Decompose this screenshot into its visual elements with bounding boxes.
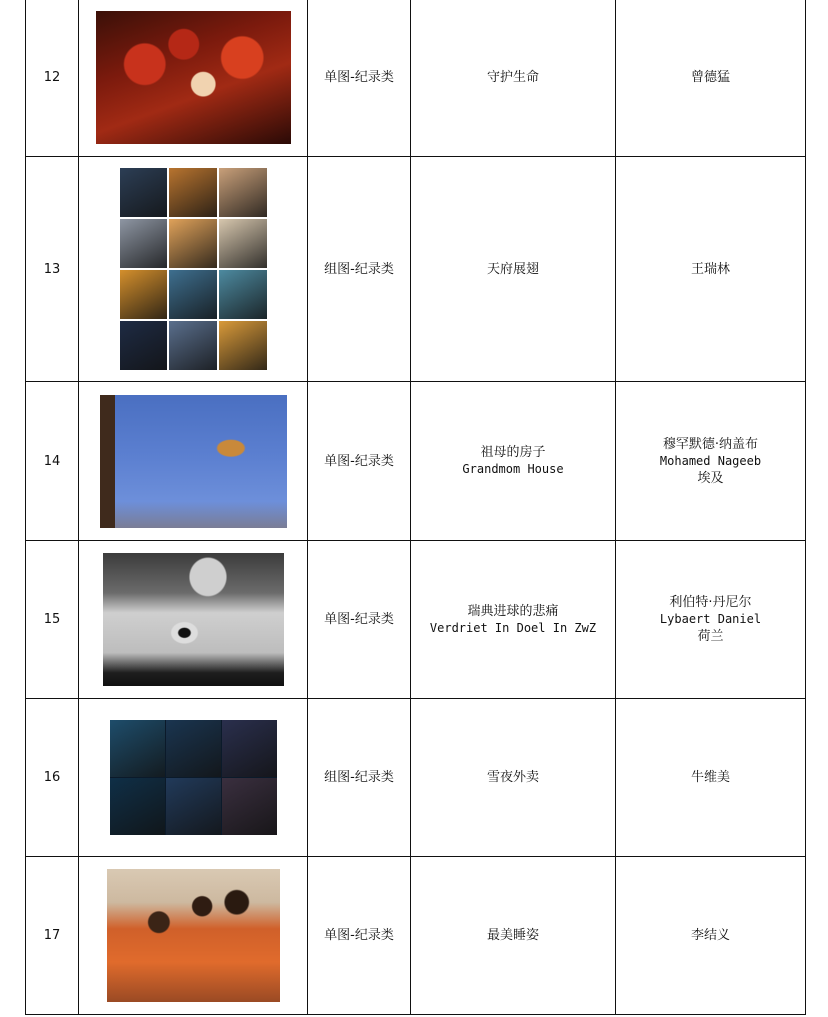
photo-cell [79,541,308,699]
row-number: 16 [26,699,79,857]
work-title [411,382,616,541]
work-title [411,541,616,699]
author [616,857,806,1015]
table-row [26,157,806,382]
work-title [411,157,616,382]
photo-tile [222,720,277,777]
awards-table [25,0,806,1015]
photo-tile [219,270,267,319]
category: 单图-纪录类 [308,382,411,541]
row-number: 15 [26,541,79,699]
category: 单图-纪录类 [308,0,411,157]
photo-cell [79,382,308,541]
table-row [26,699,806,857]
photo-tile [110,720,165,777]
author-cn: 牛维美 [690,770,730,785]
photo-tile [169,321,217,370]
photo-rescuers [96,11,291,144]
photo-tile [169,168,217,217]
photo-tile [166,778,221,835]
title-cn: 瑞典进球的悲痛 [467,603,559,619]
photo-tile [219,321,267,370]
photo-grid-airport [120,168,267,370]
title-cn: 祖母的房子 [480,445,546,460]
row-number: 12 [26,0,79,157]
title-cn: 守护生命 [486,70,539,85]
photo-tile [169,270,217,319]
photo-tile [222,778,277,835]
author-cn: 王瑞林 [690,261,730,277]
author-country: 埃及 [697,470,724,486]
work-title [411,857,616,1015]
category: 单图-纪录类 [308,541,411,699]
author [616,541,806,699]
photo-cell [79,699,308,857]
author-en: Mohamed Nageeb [659,453,762,468]
photo-tile [219,168,267,217]
table-row [26,857,806,1015]
photo-tile [110,778,165,835]
photo-eye-wall [103,553,284,686]
photo-tile [120,168,168,217]
row-number: 13 [26,157,79,382]
title-cn: 最美睡姿 [486,928,539,943]
photo-sleeping-firefighters [107,869,280,1002]
author [616,157,806,382]
photo-cell [79,857,308,1015]
table-row [26,0,806,157]
photo-tile [120,270,168,319]
work-title [411,0,616,157]
category: 组图-纪录类 [308,157,411,382]
author-cn: 穆罕默德·纳盖布 [662,436,759,452]
photo-blue-house [100,395,287,528]
table-row [26,382,806,541]
author [616,699,806,857]
author-cn: 李结义 [690,928,730,943]
category: 单图-纪录类 [308,857,411,1015]
author [616,0,806,157]
photo-tile [120,321,168,370]
title-en: Verdriet In Doel In ZwZ [429,620,597,635]
author [616,382,806,541]
author-en: Lybaert Daniel [659,612,762,626]
photo-tile [166,720,221,777]
title-en: Grandmom House [462,462,564,476]
category: 组图-纪录类 [308,699,411,857]
photo-grid-delivery [110,720,277,835]
row-number: 14 [26,382,79,541]
title-cn: 雪夜外卖 [486,770,539,785]
author-cn: 利伯特·丹尼尔 [669,595,752,610]
photo-cell [79,157,308,382]
title-cn: 天府展翅 [486,261,539,277]
photo-tile [169,219,217,268]
photo-tile [219,219,267,268]
row-number: 17 [26,857,79,1015]
photo-cell [79,0,308,157]
author-country: 荷兰 [697,629,724,644]
table-row [26,541,806,699]
work-title [411,699,616,857]
photo-tile [120,219,168,268]
author-cn: 曾德猛 [690,70,730,85]
